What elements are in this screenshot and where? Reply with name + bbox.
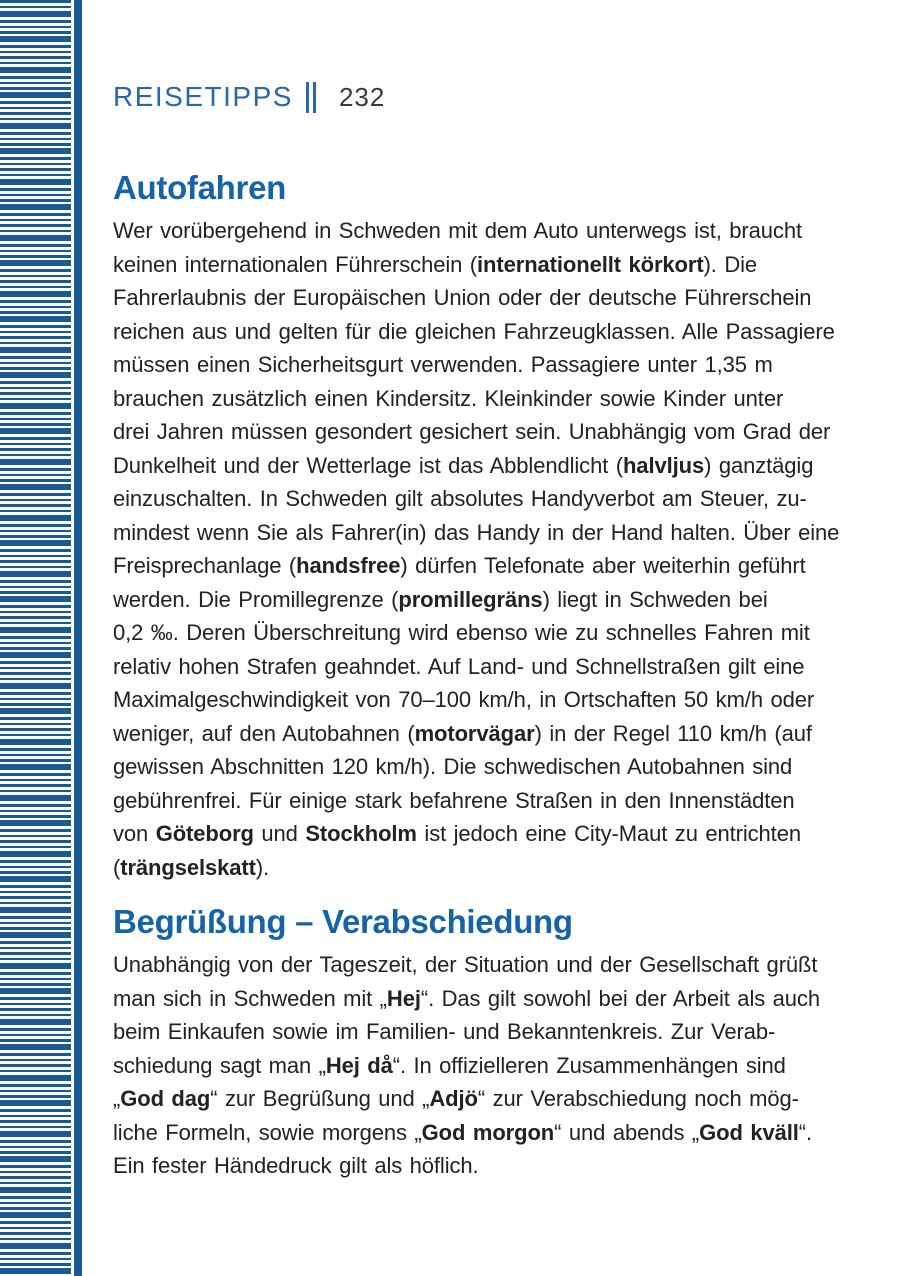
text-run: Fahrerlaubnis der Europäischen Union oder der deutsche Führerschein [113,285,812,310]
text-line [113,449,885,483]
swedish-term: God morgon [421,1119,555,1145]
text-run: von [113,821,156,846]
section-kicker: REISETIPPS [113,81,293,112]
text-run: “. In offizielleren Zusammenhängen sind [392,1052,786,1078]
text-run: gebührenfrei. Für einige stark befahrene Straßen in den Innenstädten [113,787,795,813]
swedish-term: trängselskatt [120,854,256,880]
section-title-autofahren: Autofahren [113,169,286,206]
text-run: man sich in Schweden mit „ [113,985,387,1011]
text-run: Dunkelheit und der Wetterlage ist das Abblendlicht ( [113,452,623,478]
text-run: Ein fester Händedruck gilt als höflich. [113,1153,479,1178]
section-autofahren [113,169,885,884]
text-run: “ und abends „ [554,1119,700,1145]
text-run: Wer vorübergehend in Schweden mit dem Auto unterwegs ist, braucht [113,218,802,243]
text-line [113,1015,885,1049]
text-run: brauchen zusätzlich einen Kindersitz. Kleinkinder sowie Kinder unter [113,385,784,411]
text-line [113,1116,885,1150]
swedish-term: Göteborg [155,821,254,846]
text-run: einzuschalten. In Schweden gilt absolutes Handyverbot am Steuer, zu- [113,486,807,511]
text-line [113,1149,885,1183]
text-line [113,784,885,818]
text-run: relativ hohen Strafen geahndet. Auf Land- und Schnellstraßen gilt eine [113,653,805,679]
text-line [113,1082,885,1116]
swedish-term: halvljus [622,452,705,478]
text-line [113,482,885,516]
text-line [113,750,885,784]
text-run: ) in der Regel 110 km/h (auf [534,720,812,746]
text-run: “. [798,1119,813,1145]
text-line [113,281,885,315]
swedish-term: Hej då [325,1052,393,1078]
text-line [113,348,885,382]
swedish-term: Stockholm [305,821,417,846]
page-header [113,80,885,114]
swedish-term: handsfree [296,553,401,578]
text-run: Maximalgeschwindigkeit von 70–100 km/h, in Ortschaften 50 km/h oder [113,687,815,712]
text-run: reichen aus und gelten für die gleichen Fahrzeugklassen. Alle Passagiere [113,318,835,344]
text-run: müssen einen Sicherheitsgurt verwenden. Passagiere unter 1,35 m [113,352,773,377]
text-line [113,683,885,717]
text-run: gewissen Abschnitten 120 km/h). Die schwedischen Autobahnen sind [113,754,793,779]
swedish-term: internationellt körkort [477,251,704,277]
section-body-autofahren [113,214,885,884]
text-line [113,214,885,248]
text-run: weniger, auf den Autobahnen ( [113,720,415,746]
text-run: liche Formeln, sowie morgens „ [113,1119,422,1145]
page-number: 232 [338,81,386,112]
page-content [113,0,885,1183]
text-run: keinen internationalen Führerschein ( [113,251,478,277]
text-line [113,851,885,885]
swedish-term: motorvägar [414,720,535,746]
text-line [113,549,885,583]
text-run: Freisprechanlage ( [113,553,297,578]
text-line [113,1049,885,1083]
text-run: drei Jahren müssen gesondert gesichert sein. Unabhängig vom Grad der [113,419,831,444]
text-line [113,817,885,851]
text-line [113,948,885,982]
text-run: ) liegt in Schweden bei [542,586,768,612]
text-run: ). [255,854,270,880]
text-run: „ [113,1086,121,1111]
text-run: Unabhängig von der Tageszeit, der Situation und der Gesellschaft grüßt [113,952,818,977]
text-run: 0,2 ‰. Deren Überschreitung wird ebenso wie zu schnelles Fahren mit [113,620,810,645]
swedish-term: Hej [386,985,421,1011]
text-run: ) ganztägig [704,452,814,478]
swedish-term: God dag [120,1086,211,1111]
text-run: und [253,821,306,846]
text-line [113,382,885,416]
vertical-accent-bar [74,0,82,1276]
text-line [113,616,885,650]
section-body-begruessung [113,948,885,1183]
double-bar-separator-icon [306,82,316,113]
text-run: schiedung sagt man „ [113,1052,326,1078]
text-run: “. Das gilt sowohl bei der Arbeit als auch [420,985,820,1011]
text-run: ). Die [703,251,758,277]
text-line [113,982,885,1016]
text-run: werden. Die Promillegrenze ( [113,586,399,612]
swedish-term: promillegräns [398,586,543,612]
swedish-term: God kväll [699,1119,799,1145]
text-run: mindest wenn Sie als Fahrer(in) das Handy in der Hand halten. Über eine [113,519,840,545]
swedish-term: Adjö [429,1086,478,1111]
text-line [113,650,885,684]
text-run: ( [113,854,121,880]
text-line [113,315,885,349]
text-run: beim Einkaufen sowie im Familien- und Bekanntenkreis. Zur Verab- [113,1019,776,1044]
text-line [113,583,885,617]
section-title-begruessung: Begrüßung – Verabschiedung [113,903,573,940]
text-line [113,717,885,751]
text-line [113,248,885,282]
text-run: ist jedoch eine City-Maut zu entrichten [416,821,801,846]
text-run: “ zur Begrüßung und „ [210,1086,430,1111]
section-begruessung-verabschiedung [113,903,885,1183]
decorative-stripe-band [0,0,71,1276]
text-run: ) dürfen Telefonate aber weiterhin geführt [400,553,806,578]
text-line [113,415,885,449]
text-run: “ zur Verabschiedung noch mög- [477,1086,799,1111]
text-line [113,516,885,550]
